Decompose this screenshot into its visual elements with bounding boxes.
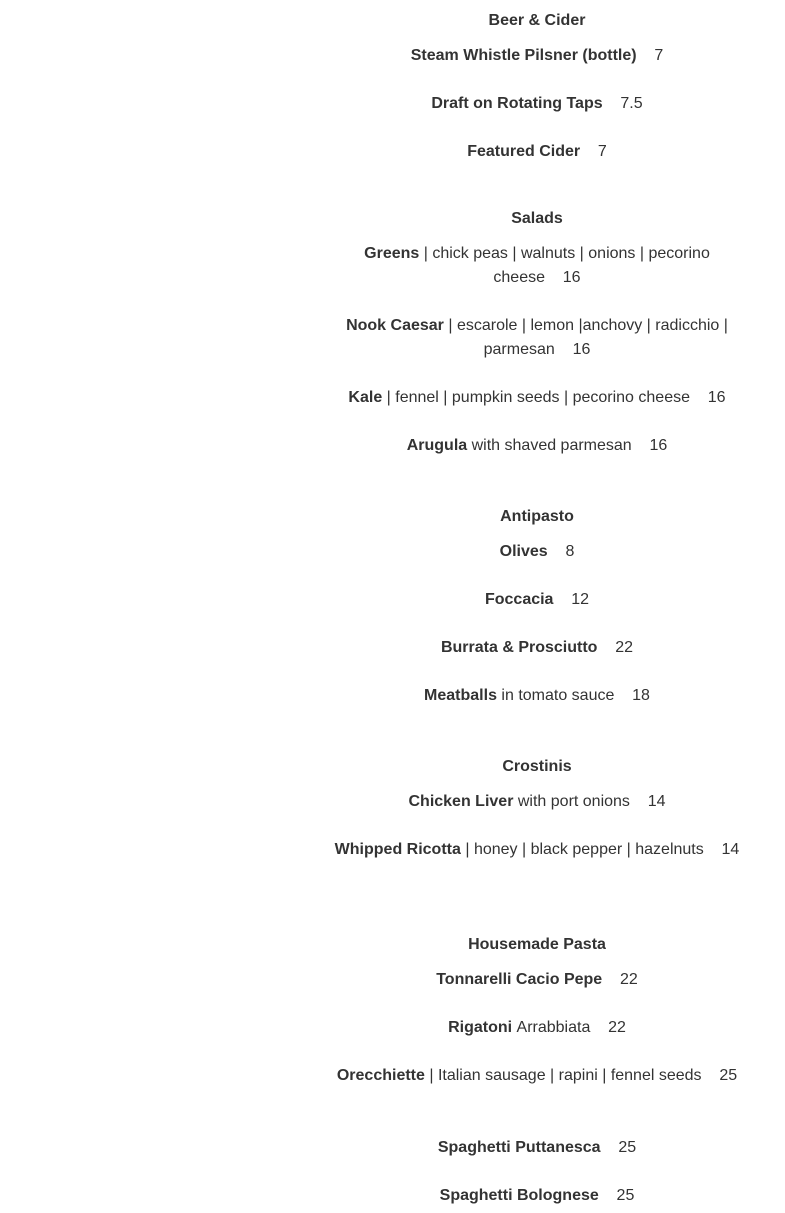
item-description: in tomato sauce xyxy=(496,687,615,704)
item-description: | honey | black pepper | hazelnuts xyxy=(460,841,704,858)
section-title: Salads xyxy=(511,210,563,227)
item-name: Greens xyxy=(364,245,420,262)
item-description: | fennel | pumpkin seeds | pecorino cheese xyxy=(382,389,690,406)
item-price: 25 xyxy=(719,1067,738,1084)
menu-item xyxy=(330,1136,744,1160)
menu-item xyxy=(330,540,744,564)
item-name: Tonnarelli Cacio Pepe xyxy=(436,971,603,988)
item-price: 14 xyxy=(647,793,666,810)
section-title: Beer & Cider xyxy=(488,12,586,29)
menu-item xyxy=(330,434,744,458)
item-name: Chicken Liver xyxy=(408,793,514,810)
item-description: | chick peas | walnuts | onions | pecorino cheese xyxy=(419,245,710,286)
section-title: Antipasto xyxy=(500,508,574,525)
menu-item xyxy=(330,140,744,164)
menu-item xyxy=(330,314,744,362)
item-price: 22 xyxy=(615,639,634,656)
menu-item xyxy=(330,636,744,660)
item-price: 16 xyxy=(562,269,581,286)
item-name: Rigatoni xyxy=(448,1019,513,1036)
menu-item xyxy=(330,838,744,862)
item-name: Spaghetti Puttanesca xyxy=(437,1139,601,1156)
item-name: Foccacia xyxy=(484,591,554,608)
menu-item xyxy=(330,684,744,708)
menu-item xyxy=(330,92,744,116)
menu-item xyxy=(330,386,744,410)
item-price: 7 xyxy=(597,143,607,160)
item-price: 18 xyxy=(632,687,650,704)
item-price: 25 xyxy=(618,1139,637,1156)
item-price: 12 xyxy=(571,591,590,608)
item-name: Kale xyxy=(348,389,383,406)
item-description: with shaved parmesan xyxy=(467,437,632,454)
item-name: Spaghetti Bolognese xyxy=(439,1187,599,1204)
item-price: 16 xyxy=(572,341,591,358)
item-price: 14 xyxy=(721,841,740,858)
item-description: | Italian sausage | rapini | fennel seeds xyxy=(424,1067,702,1084)
menu-item xyxy=(330,44,744,68)
item-name: Olives xyxy=(499,543,548,560)
menu-item xyxy=(330,790,744,814)
item-name: Arugula xyxy=(406,437,468,454)
item-price: 22 xyxy=(608,1019,626,1036)
menu-item xyxy=(330,1184,744,1208)
item-name: Whipped Ricotta xyxy=(334,841,461,858)
item-price: 22 xyxy=(619,971,638,988)
section-title: Crostinis xyxy=(502,758,572,775)
item-price: 16 xyxy=(707,389,726,406)
item-description: Arrabbiata xyxy=(516,1019,591,1036)
item-name: Orecchiette xyxy=(336,1067,425,1084)
item-name: Steam Whistle Pilsner (bottle) xyxy=(410,47,637,64)
item-name: Burrata & Prosciutto xyxy=(440,639,598,656)
menu-item xyxy=(330,588,744,612)
item-description: with port onions xyxy=(513,793,630,810)
item-price: 7 xyxy=(654,47,664,64)
menu-item xyxy=(330,1064,744,1088)
item-name: Meatballs xyxy=(424,687,497,704)
menu-item xyxy=(330,968,744,992)
item-price: 25 xyxy=(616,1187,635,1204)
item-price: 8 xyxy=(565,543,575,560)
item-price: 7.5 xyxy=(620,95,643,112)
item-name: Nook Caesar xyxy=(346,317,444,334)
section-title: Housemade Pasta xyxy=(468,936,606,953)
menu-item xyxy=(330,1016,744,1040)
item-description: | escarole | lemon |anchovy | radicchio | parmesan xyxy=(443,317,728,358)
item-price: 16 xyxy=(649,437,668,454)
item-name: Draft on Rotating Taps xyxy=(431,95,603,112)
item-name: Featured Cider xyxy=(467,143,581,160)
menu-item xyxy=(330,242,744,290)
